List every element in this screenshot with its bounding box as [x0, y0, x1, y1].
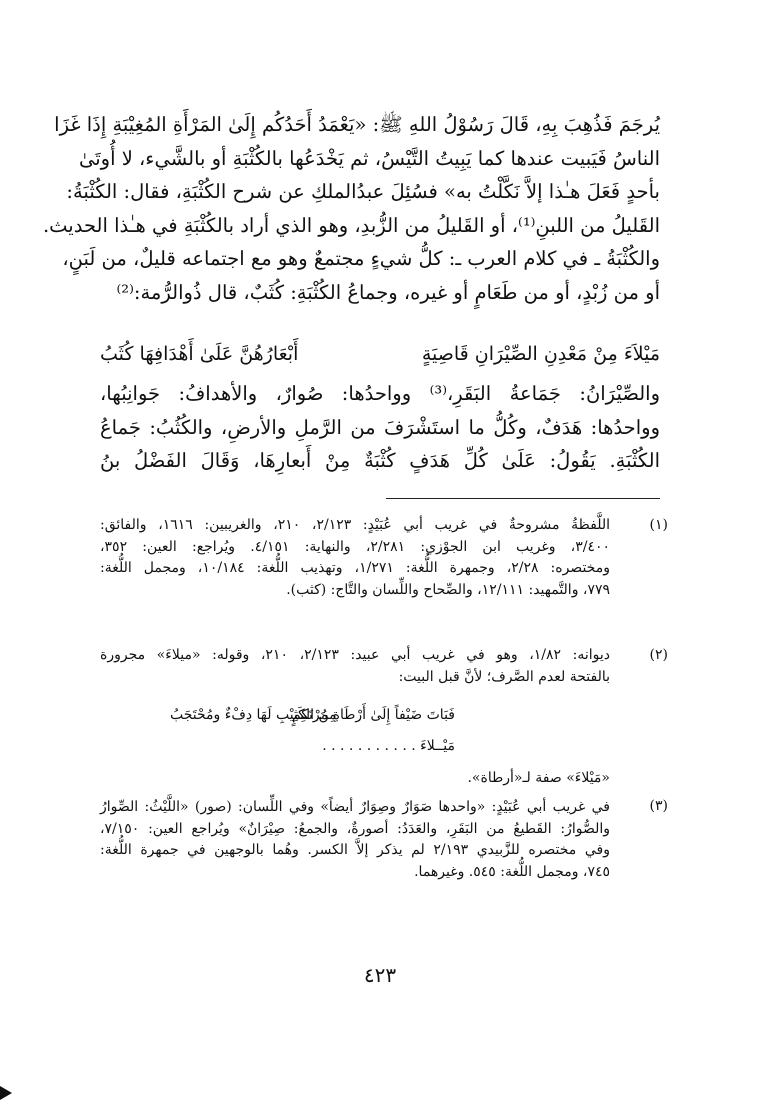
footnote-line: وفي مختصره للزَّبيدي ٢/١٩٣ لم يذكر إلاَّ الكسر. وهُما بالوجهين في جمهرة اللُّغة:	[100, 842, 610, 858]
footnote-line: في غريب أبي عُبَيْدٍ: «واحدها صَوَارٌ وصِوَارٌ أيضاً» وفي اللِّسان: (صور) «اللَّيْثُ: الصِّوارُ	[100, 799, 610, 815]
footnote-1-number: (١)	[649, 517, 668, 533]
main-text-line: الكُثْبَةِ. يَقُولُ: عَلَىٰ كُلِّ هَدَفٍ كُثْبَةٌ مِنْ أَبعارِهَا، وَقَالَ الفَضْلُ بنُ	[100, 449, 660, 472]
page-corner-mark	[0, 1086, 12, 1100]
main-text-line: الناسُ فَيَبيت عندها كما يَبِيتُ التَّيْسُ، ثم يَخْدَعُها بالكُثْبَةِ أو بالشَّيء، لا أُوتَىٰ	[78, 146, 660, 170]
footnote-line: بالفتحة لعدم الصَّرف؛ لأنَّ قبل البيت:	[398, 668, 610, 685]
main-text-line: يُرجَمَ فَذُهِبَ بِهِ، قَالَ رَسُوْلُ اللهِ ﷺ: «يَعْمَدُ أَحَدُكُم إِلَىٰ المَرْأَةِ المُغِيْبَةِ إِذَا غَزَا	[54, 113, 660, 136]
footnote-line: ٧٤٥، ومجمل اللُّغة: ٥٤٥. وغيرهما.	[414, 863, 610, 880]
footnote-3-number: (٣)	[649, 798, 668, 814]
footnote-line: ٧٧٩، والتَّمهيد: ١٢/١١١، والصِّحاح واللِّسان والتَّاج: (كثب).	[286, 581, 610, 598]
poetry-verse	[100, 343, 660, 377]
footnote-line: ٣/٤٠٠، وغريب ابن الجوْزي: ٢/٢٨١، والنهاية: ٤/١٥١. ويُراجع: العين: ٣٥٢،	[100, 538, 611, 555]
footnote-2-verse-second: مِنَ الكَثِيْبِ لَهَا دِفْءٌ ومُحْتَجَبُ	[170, 707, 337, 723]
footnote-2-tail: «مَيْلاءَ» صفة لـ«أرطاة».	[467, 770, 610, 786]
main-text-line: بأحدٍ فَعَلَ هـٰذا إلاَّ نَكَّلْتُ به» فسُئِلَ عبدُالملكِ عن شرح الكُثْبَةِ، فقال: الكُثْبَةُ:	[66, 180, 660, 203]
footnote-line: ومختصره: ٢/٢٨، وجمهرة اللُّغة: ١/٢٧١، وتهذيب اللُّغة: ١٠/١٨٤، ومجمل اللُّغة:	[100, 560, 610, 576]
verse-second-hemistich: أَبْعَارُهُنَّ عَلَىٰ أَهْدَافِهَا كُثَبُ	[100, 343, 299, 365]
footnote-2-verse-line2: مَيْــلاءَ . . . . . . . . . . .	[322, 738, 455, 754]
footnote-separator	[386, 498, 660, 499]
main-text-line: القَليلُ من اللبنِ⁽¹⁾، أو القَليلُ من الزُّبدِ، وهو الذي أراد بالكُثْبَةِ في هـٰذا الحديث.	[42, 213, 660, 237]
main-text-line: أو من زُبْدٍ، أو من طَعَامٍ أو غيره، وجماعُ الكُثْبَةِ: كُثَبٌ، قال ذُوالرُّمة:⁽²⁾	[116, 280, 660, 304]
footnote-2	[100, 645, 610, 688]
main-text-block-continued	[100, 377, 660, 478]
footnote-2-number: (٢)	[649, 647, 668, 663]
footnote-line: والصُّوارُ: القَطيعُ من البَقَرِ، والعَدَدُ: أصورةٌ، والجمعُ: صِيْرَانٌ» ويُراجع العين: ٧/١٥٠،	[100, 820, 610, 837]
footnote-1	[100, 515, 610, 601]
footnote-2-verse-first: فَبَاتَ ضَيْفاً إِلَىٰ أَرْطَاةِ مُرْتَكِمٍ	[291, 707, 455, 723]
main-text-line: والكُثْبَةُ ـ في كلام العرب ـ: كلُّ شيءٍ مجتمعٌ وهو مع اجتماعه قليلٌ، من لَبَنٍ،	[62, 247, 660, 270]
main-text-line: وواحدُها: هَدَفٌ، وكُلُّ ما استَشْرَفَ من الرَّملِ والأرضِ، والكُثُبُ: جَماعُ	[100, 415, 660, 439]
footnote-3	[100, 797, 610, 883]
verse-first-hemistich: مَيْلاَءَ مِنْ مَعْدِنِ الصِّيْرَانِ قَاصِيَةٍ	[421, 343, 660, 365]
footnote-line: ديوانه: ١/٨٢، وهو في غريب أبي عبيد: ٢/١٢٣، ٢١٠، وقوله: «ميلاءَ» مجرورة	[100, 647, 611, 663]
footnote-line: اللَّفظةُ مشروحةٌ في غريب أبي عُبَيْدٍ: ٢/١٢٣، ٢١٠، والغريبين: ١٦١٦، والفائق:	[100, 517, 610, 533]
main-text-line: والصِّيْرَانُ: جَمَاعةُ البَقَرِ،⁽³⁾ وواحدُها: صُوارٌ، والأهدافُ: جَوانِبُها،	[100, 382, 661, 405]
page-number: ٤٢٣	[363, 963, 397, 987]
main-text-block	[42, 108, 660, 309]
